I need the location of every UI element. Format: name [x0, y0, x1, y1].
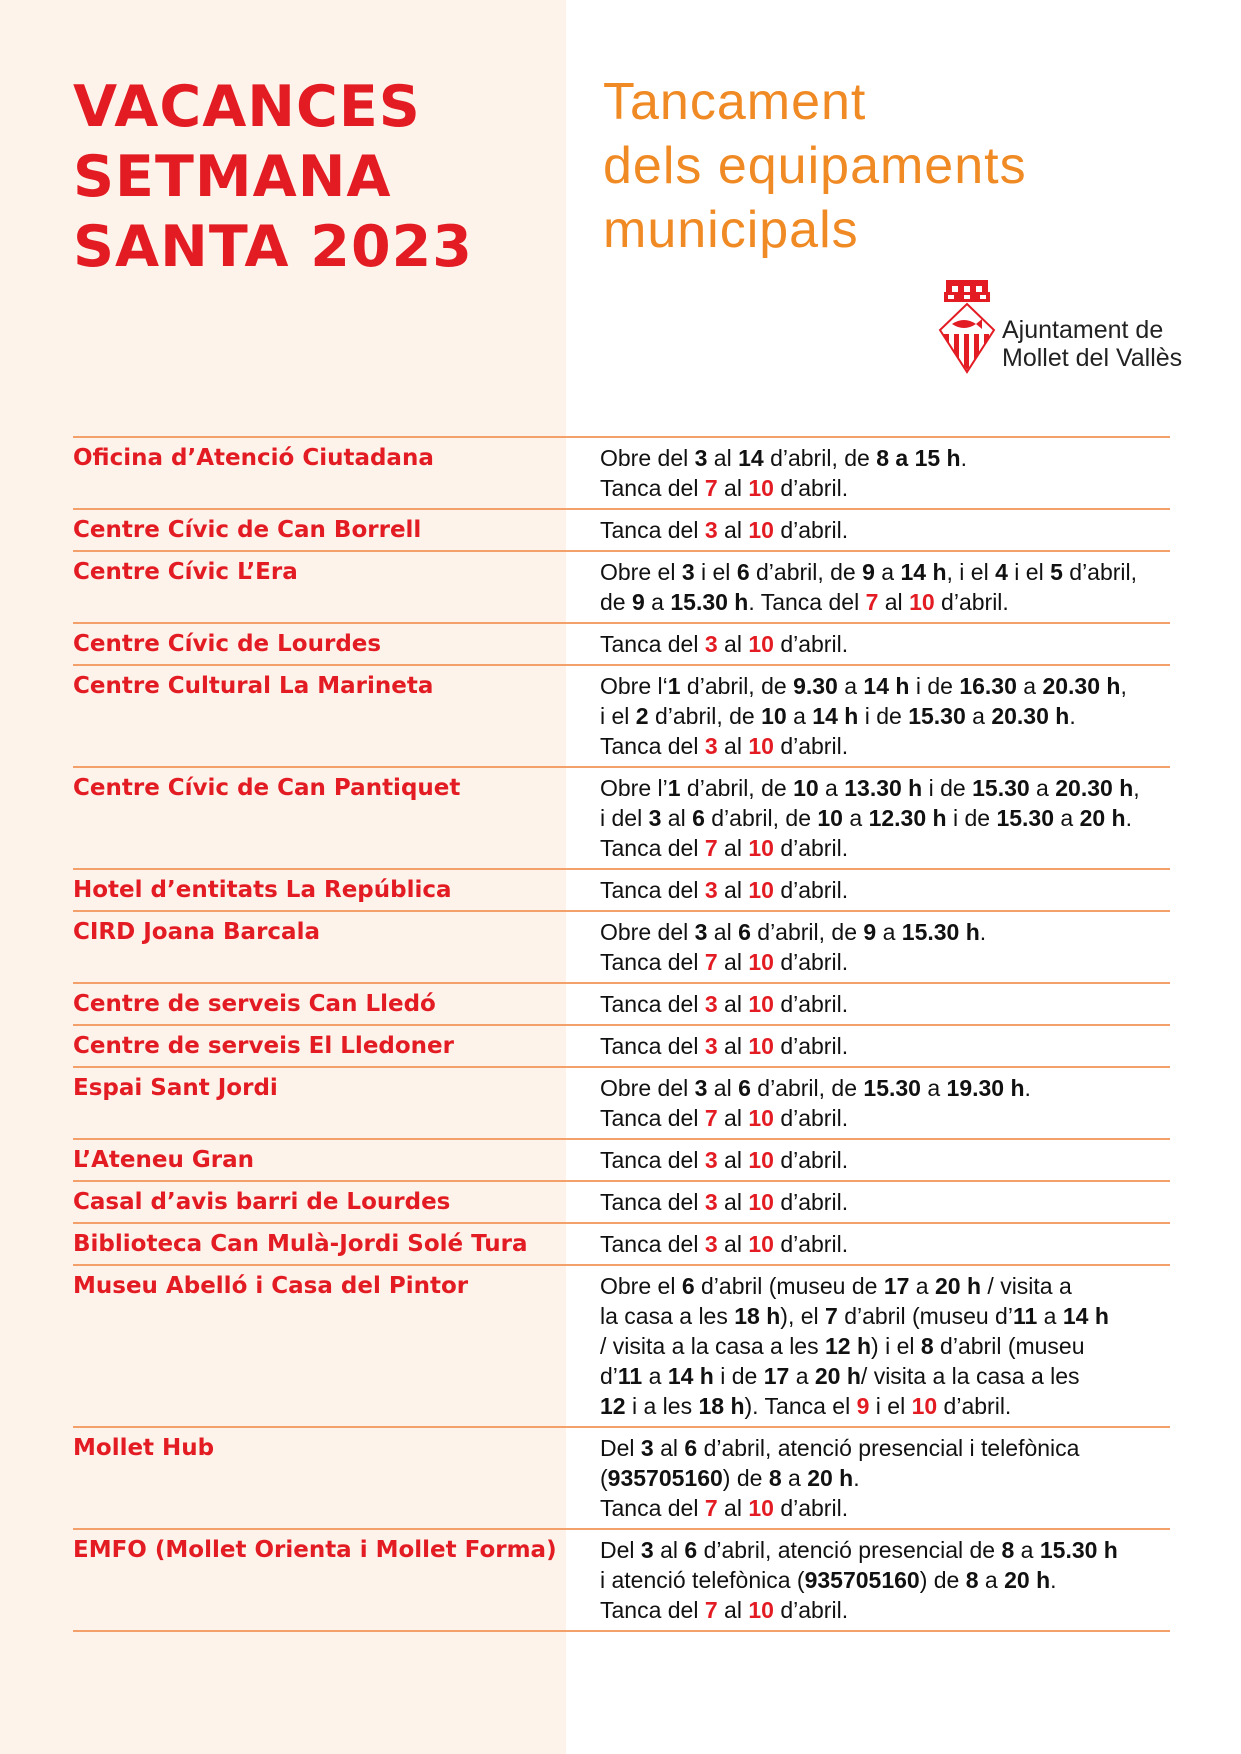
facility-hours — [600, 773, 1170, 863]
facility-name: Centre de serveis El Lledoner — [73, 1033, 454, 1059]
facility-hours — [600, 671, 1170, 761]
facility-hours-line: d’11 a 14 h i de 17 a 20 h/ visita a la casa a les — [600, 1363, 1080, 1389]
facility-name: Centre Cívic de Lourdes — [73, 631, 382, 657]
facility-name: Espai Sant Jordi — [73, 1075, 278, 1101]
facility-hours-line: Tanca del 3 al 10 d’abril. — [600, 991, 849, 1017]
facility-name: L’Ateneu Gran — [73, 1147, 254, 1173]
facility-row — [73, 1138, 1170, 1180]
facility-hours-line: Tanca del 7 al 10 d’abril. — [600, 1597, 849, 1623]
facility-row — [73, 622, 1170, 664]
facility-name: Centre Cultural La Marineta — [73, 673, 434, 699]
facility-row — [73, 1528, 1170, 1632]
facility-hours-line: Tanca del 3 al 10 d’abril. — [600, 631, 849, 657]
facility-name: Centre de serveis Can Lledó — [73, 991, 436, 1017]
subtitle-line-2: dels equipaments — [603, 137, 1027, 195]
logo-text — [1002, 316, 1182, 372]
facility-hours-line: (935705160) de 8 a 20 h. — [600, 1465, 860, 1491]
page-subtitle — [603, 70, 1027, 262]
facility-name: EMFO (Mollet Orienta i Mollet Forma) — [73, 1537, 557, 1563]
facility-hours-line: Tanca del 3 al 10 d’abril. — [600, 1147, 849, 1173]
facility-hours — [600, 1031, 1170, 1061]
facility-hours-line: i el 2 d’abril, de 10 a 14 h i de 15.30 a 20.30 h. — [600, 703, 1076, 729]
page-title — [73, 72, 473, 282]
facility-row — [73, 910, 1170, 982]
facility-name: Oficina d’Atenció Ciutadana — [73, 445, 434, 471]
facility-hours-line: Tanca del 3 al 10 d’abril. — [600, 517, 849, 543]
facility-name: Centre Cívic L’Era — [73, 559, 298, 585]
title-line-3: SANTA 2023 — [73, 214, 473, 280]
mollet-coat-of-arms-icon — [936, 278, 998, 374]
facility-row — [73, 664, 1170, 766]
facility-row — [73, 550, 1170, 622]
facility-row — [73, 1024, 1170, 1066]
facility-hours — [600, 989, 1170, 1019]
facility-hours — [600, 443, 1170, 503]
facility-row — [73, 868, 1170, 910]
facility-hours-line: Tanca del 7 al 10 d’abril. — [600, 1495, 849, 1521]
facility-name: CIRD Joana Barcala — [73, 919, 320, 945]
facility-hours-line: Del 3 al 6 d’abril, atenció presencial i telefònica — [600, 1435, 1080, 1461]
facility-name: Hotel d’entitats La República — [73, 877, 452, 903]
facility-hours — [600, 1229, 1170, 1259]
facility-hours-line: Tanca del 7 al 10 d’abril. — [600, 1105, 849, 1131]
facility-hours-line: / visita a la casa a les 12 h) i el 8 d’abril (museu — [600, 1333, 1085, 1359]
facility-hours-line: Tanca del 3 al 10 d’abril. — [600, 877, 849, 903]
facility-hours-line: Obre del 3 al 6 d’abril, de 9 a 15.30 h. — [600, 919, 987, 945]
facility-hours — [600, 629, 1170, 659]
facility-hours-line: Tanca del 3 al 10 d’abril. — [600, 1231, 849, 1257]
municipal-logo — [936, 278, 1183, 378]
facility-hours — [600, 515, 1170, 545]
facility-hours — [600, 1535, 1170, 1625]
logo-text-line-2: Mollet del Vallès — [1002, 344, 1183, 372]
facility-hours-line: Tanca del 7 al 10 d’abril. — [600, 475, 849, 501]
facility-row — [73, 1222, 1170, 1264]
facility-row — [73, 766, 1170, 868]
facility-hours-line: Tanca del 3 al 10 d’abril. — [600, 1033, 849, 1059]
facility-hours — [600, 1145, 1170, 1175]
subtitle-line-3: municipals — [603, 201, 859, 259]
facility-hours-line: i del 3 al 6 d’abril, de 10 a 12.30 h i de 15.30 a 20 h. — [600, 805, 1132, 831]
logo-text-line-1: Ajuntament de — [1002, 316, 1164, 344]
facility-hours-line: Obre l‘1 d’abril, de 9.30 a 14 h i de 16.30 a 20.30 h, — [600, 673, 1127, 699]
facility-hours-line: Del 3 al 6 d’abril, atenció presencial de 8 a 15.30 h — [600, 1537, 1118, 1563]
facility-hours — [600, 1073, 1170, 1133]
facility-hours-line: Obre del 3 al 14 d’abril, de 8 a 15 h. — [600, 445, 967, 471]
facility-hours — [600, 1187, 1170, 1217]
facility-row — [73, 1066, 1170, 1138]
facility-row — [73, 982, 1170, 1024]
facility-name: Centre Cívic de Can Pantiquet — [73, 775, 461, 801]
facility-hours-line: Obre el 6 d’abril (museu de 17 a 20 h / visita a — [600, 1273, 1072, 1299]
facility-hours — [600, 917, 1170, 977]
facility-hours-line: Tanca del 3 al 10 d’abril. — [600, 733, 849, 759]
facility-row — [73, 436, 1170, 508]
facility-row — [73, 1426, 1170, 1528]
facility-hours-line: de 9 a 15.30 h. Tanca del 7 al 10 d’abril. — [600, 589, 1009, 615]
subtitle-line-1: Tancament — [603, 73, 867, 131]
facility-row — [73, 1264, 1170, 1426]
schedule-table — [73, 436, 1170, 1632]
facility-row — [73, 508, 1170, 550]
facility-hours-line: Tanca del 3 al 10 d’abril. — [600, 1189, 849, 1215]
facility-name: Museu Abelló i Casa del Pintor — [73, 1273, 469, 1299]
facility-name: Centre Cívic de Can Borrell — [73, 517, 422, 543]
facility-hours-line: i atenció telefònica (935705160) de 8 a 20 h. — [600, 1567, 1057, 1593]
facility-hours-line: 12 i a les 18 h). Tanca el 9 i el 10 d’abril. — [600, 1393, 1012, 1419]
facility-row — [73, 1180, 1170, 1222]
facility-name: Mollet Hub — [73, 1435, 215, 1461]
facility-hours-line: Obre el 3 i el 6 d’abril, de 9 a 14 h, i el 4 i el 5 d’abril, — [600, 559, 1138, 585]
facility-hours-line: Tanca del 7 al 10 d’abril. — [600, 835, 849, 861]
facility-hours-line: Obre del 3 al 6 d’abril, de 15.30 a 19.30 h. — [600, 1075, 1031, 1101]
facility-hours-line: Obre l’1 d’abril, de 10 a 13.30 h i de 15.30 a 20.30 h, — [600, 775, 1140, 801]
title-line-1: VACANCES — [73, 74, 421, 140]
facility-hours — [600, 1433, 1170, 1523]
facility-hours-line: Tanca del 7 al 10 d’abril. — [600, 949, 849, 975]
facility-hours — [600, 557, 1170, 617]
title-line-2: SETMANA — [73, 144, 392, 210]
facility-hours — [600, 875, 1170, 905]
facility-name: Biblioteca Can Mulà-Jordi Solé Tura — [73, 1231, 528, 1257]
facility-name: Casal d’avis barri de Lourdes — [73, 1189, 451, 1215]
facility-hours — [600, 1271, 1170, 1421]
facility-hours-line: la casa a les 18 h), el 7 d’abril (museu d’11 a 14 h — [600, 1303, 1109, 1329]
